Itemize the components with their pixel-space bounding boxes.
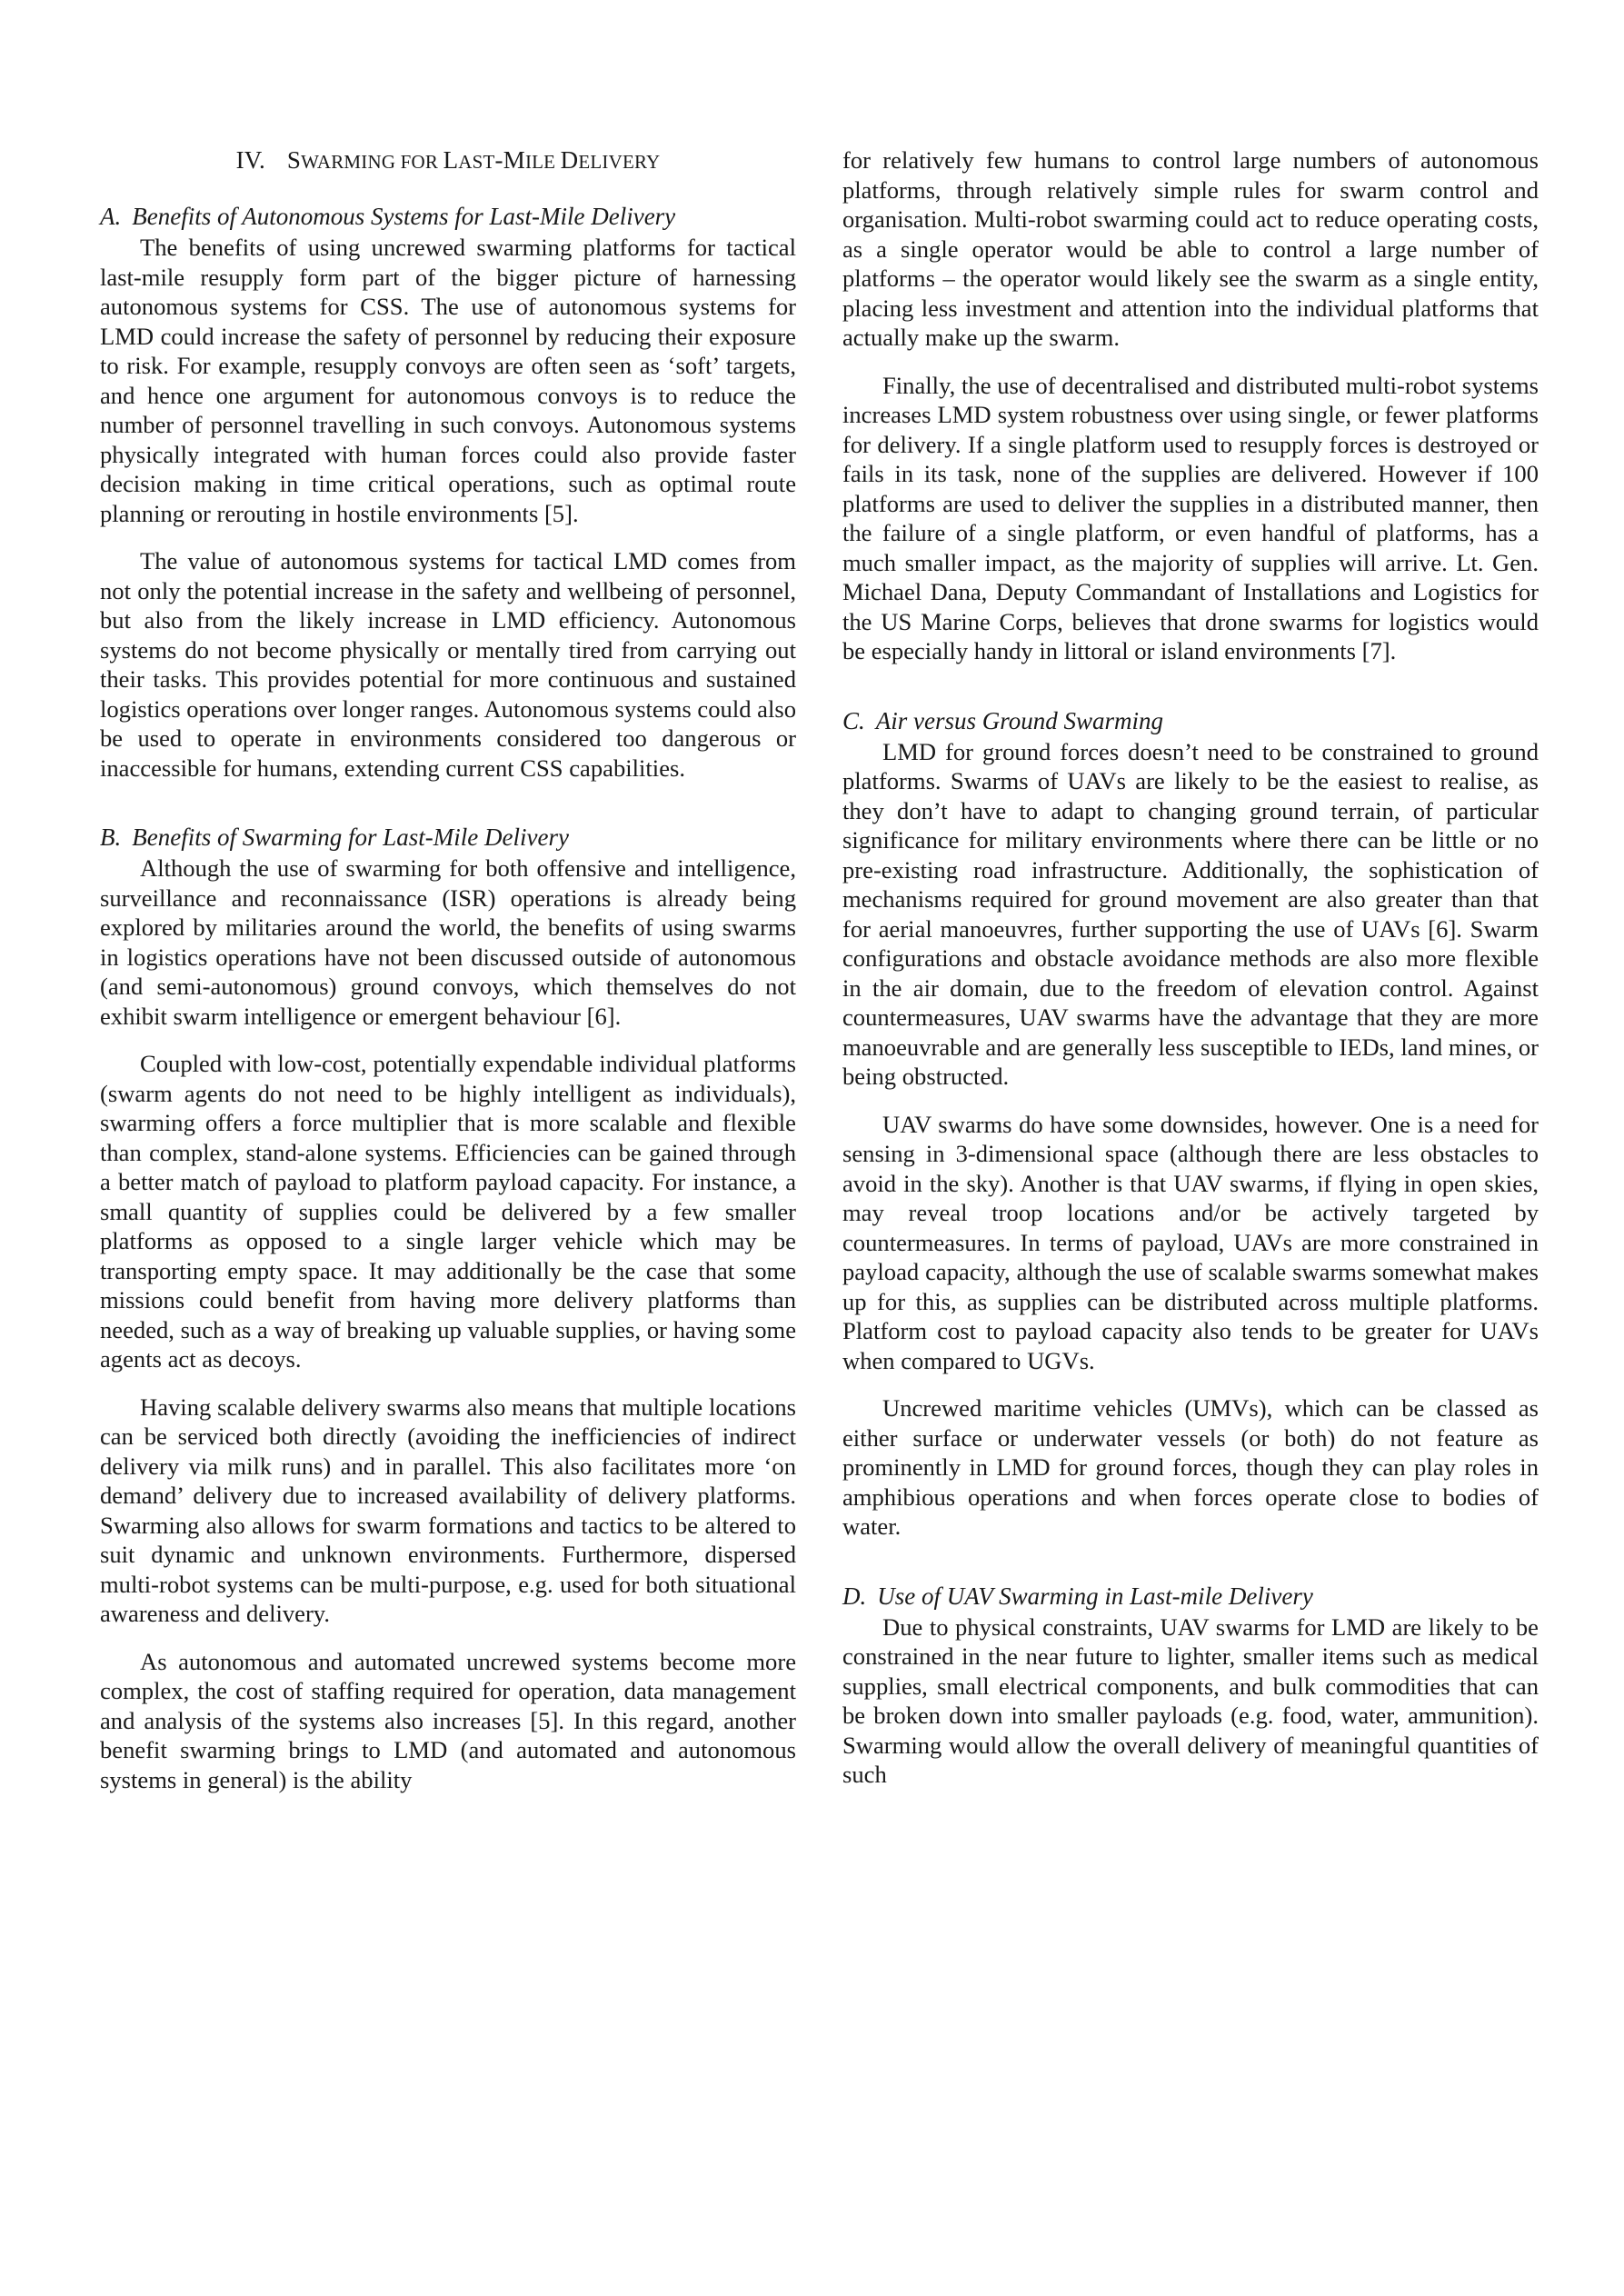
paragraph-d1: Due to physical constraints, UAV swarms for LMD are likely to be constrained in the near future to lighter, smaller items such as medical supplies, small electrical components, and bulk commodities that can be broken down into smaller payloads (e.g. food, water, ammunition). Swarming would allow the overall delivery of meaningful quantities of such	[842, 1612, 1539, 1788]
section-heading	[100, 145, 796, 176]
paragraph-r1: for relatively few humans to control large numbers of autonomous platforms, through relatively simple rules for swarm control and organisation. Multi-robot swarming could act to reduce operating costs, as a single operator would be able to control a large number of platforms – the operator would likely see the swarm as a single entity, placing less investment and attention into the individual platforms that actually make up the swarm.	[842, 146, 1539, 351]
paragraph-c2: UAV swarms do have some downsides, however. One is a need for sensing in 3-dimensional space (although there are less obstacles to avoid in the sky). Another is that UAV swarms, if flying in open skies, may reveal troop locations and/or be actively targeted by countermeasures. In terms of payload, UAVs are more constrained in payload capacity, although the use of scalable swarms somewhat makes up for this, as supplies can be distributed across multiple platforms. Platform cost to payload capacity also tends to be greater for UAVs when compared to UGVs.	[842, 1110, 1539, 1374]
subsection-c-title: Air versus Ground Swarming	[875, 706, 1164, 734]
section-title-l: L	[443, 146, 459, 174]
section-title-s: S	[286, 146, 302, 174]
section-number: IV.	[235, 146, 265, 174]
paragraph-a2: The value of autonomous systems for tactical LMD comes from not only the potential increase in the safety and wellbeing of personnel, but also from the likely increase in LMD efficiency. Autonomous systems do not become physically or mentally tired from carrying out their tasks. This provides potential for more continuous and sustained logistics operations over longer ranges. Autonomous systems could also be used to operate in environments considered too dangerous or inaccessible for humans, extending current CSS capabilities.	[100, 547, 796, 782]
paragraph-c1: LMD for ground forces doesn’t need to be constrained to ground platforms. Swarms of UAVs are likely to be the easiest to realise, as they don’t have to adapt to changing ground terrain, of particular significance for military environments where there can be little or no pre-existing road infrastructure. Additionally, the sophistication of mechanisms required for ground movement are also greater than that for aerial manoeuvres, further supporting the use of UAVs [6]. Swarm configurations and obstacle avoidance methods are also more flexible in the air domain, due to the freedom of elevation control. Against countermeasures, UAV swarms have the advantage that they are more manoeuvrable and are generally less susceptible to IEDs, land mines, or being obstructed.	[842, 737, 1539, 1090]
subsection-d-label: D.	[842, 1582, 867, 1610]
section-title-ile: ILE	[524, 151, 561, 173]
section-title-warming: WARMING FOR	[301, 151, 443, 173]
paragraph-c3: Uncrewed maritime vehicles (UMVs), which can be classed as either surface or underwater vessels (or both) do not feature as prominently in LMD for ground forces, though they can play roles in amphibious operations and when forces operate close to bodies of water.	[842, 1394, 1539, 1540]
paragraph-r2: Finally, the use of decentralised and distributed multi-robot systems increases LMD system robustness over using single, or fewer platforms for delivery. If a single platform used to resupply forces is destroyed or fails in its task, none of the supplies are delivered. However if 100 platforms are used to deliver the supplies in a distributed manner, then the failure of a single platform, or even handful of platforms, has a much smaller impact, as the majority of supplies will arrive. Lt. Gen. Michael Dana, Deputy Commandant of Installations and Logistics for the US Marine Corps, believes that drone swarms for logistics would be especially handy in littoral or island environments [7].	[842, 371, 1539, 664]
subsection-d-title: Use of UAV Swarming in Last-mile Delivery	[877, 1582, 1313, 1610]
section-title-elivery: ELIVERY	[578, 151, 661, 173]
subsection-a-label: A.	[100, 203, 122, 230]
paragraph-b1: Although the use of swarming for both offensive and intelligence, surveillance and reconnaissance (ISR) operations is already being explored by militaries around the world, the benefits of using swarms in logistics operations have not been discussed outside of autonomous (and semi-autonomous) ground convoys, which themselves do not exhibit swarm intelligence or emergent behaviour [6].	[100, 854, 796, 1030]
subsection-c-label: C.	[842, 706, 865, 734]
section-title-m: -M	[494, 146, 525, 174]
right-column	[842, 145, 1539, 1808]
subsection-c-heading	[842, 704, 1539, 737]
paragraph-b4: As autonomous and automated uncrewed systems become more complex, the cost of staffing required for operation, data management and analysis of the systems also increases [5]. In this regard, another benefit swarming brings to LMD (and automated and autonomous systems in general) is the ability	[100, 1647, 796, 1793]
section-title-ast: AST	[458, 151, 495, 173]
paragraph-b3: Having scalable delivery swarms also means that multiple locations can be serviced both directly (avoiding the inefficiencies of indirect delivery via milk runs) and in parallel. This also facilitates more ‘on demand’ delivery due to increased availability of delivery platforms. Swarming also allows for swarm formations and tactics to be altered to suit dynamic and unknown environments. Furthermore, dispersed multi-robot systems can be multi-purpose, e.g. used for both situational awareness and delivery.	[100, 1393, 796, 1627]
left-column	[100, 145, 796, 1812]
paragraph-a1: The benefits of using uncrewed swarming platforms for tactical last-mile resupply form part of the bigger picture of harnessing autonomous systems for CSS. The use of autonomous systems for LMD could increase the safety of personnel by reducing their exposure to risk. For example, resupply convoys are often seen as ‘soft’ targets, and hence one argument for autonomous convoys is to reduce the number of personnel travelling in such convoys. Autonomous systems physically integrated with human forces could also provide faster decision making in time critical operations, such as optimal route planning or rerouting in hostile environments [5].	[100, 234, 796, 527]
subsection-b-heading	[100, 821, 796, 854]
subsection-a-heading	[100, 200, 796, 233]
section-title-d: D	[560, 146, 579, 174]
subsection-d-heading	[842, 1580, 1539, 1612]
subsection-b-title: Benefits of Swarming for Last-Mile Delivery	[132, 824, 569, 851]
subsection-b-label: B.	[100, 824, 122, 851]
subsection-a-title: Benefits of Autonomous Systems for Last-Mile Delivery	[132, 203, 676, 230]
paragraph-b2: Coupled with low-cost, potentially expendable individual platforms (swarm agents do not need to be highly intelligent as individuals), swarming offers a force multiplier that is more scalable and flexible than complex, stand-alone systems. Efficiencies can be gained through a better match of payload to platform payload capacity. For instance, a small quantity of supplies could be delivered by a few smaller platforms as opposed to a single larger vehicle which may be transporting empty space. It may additionally be the case that some missions could benefit from having more delivery platforms than needed, such as a way of breaking up valuable supplies, or having some agents act as decoys.	[100, 1050, 796, 1373]
